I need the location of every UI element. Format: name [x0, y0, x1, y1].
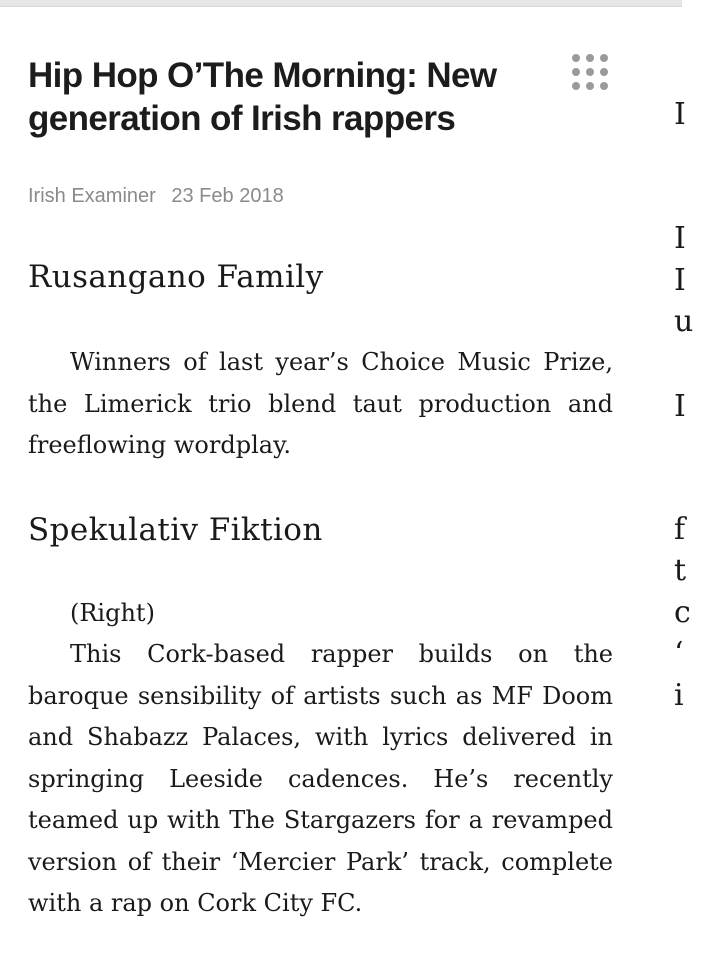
clipped-glyph: c: [674, 595, 691, 630]
clipped-glyph: i: [674, 678, 684, 713]
section-body-spekulativ-fiktion: This Cork-based rapper builds on the baroque sensibility of artists such as MF Doom and Shabazz Palaces, with lyrics delivered in springing Leeside cadences. He’s recently teamed up with The Stargazers for a revamped version of their ‘Mercier Park’ track, complete with a rap on Cork City FC.: [28, 640, 613, 917]
section-note-right: (Right): [70, 598, 155, 627]
clipped-glyph: t: [674, 553, 687, 588]
clipped-glyph: u: [674, 304, 694, 339]
top-divider: [0, 0, 682, 7]
article-date: 23 Feb 2018: [171, 185, 284, 207]
clipped-glyph: I: [674, 221, 686, 256]
clipped-glyph: ‘: [674, 636, 684, 671]
article-meta: [28, 184, 613, 208]
clipped-glyph: f: [674, 512, 686, 547]
section-title-spekulativ-fiktion: Spekulativ Fiktion: [28, 511, 323, 548]
article: [28, 48, 613, 925]
article-headline: Hip Hop O’The Morning: New generation of Irish rappers: [28, 56, 497, 138]
article-source[interactable]: Irish Examiner: [28, 185, 156, 207]
clipped-glyph: I: [674, 263, 686, 298]
clipped-glyph: I: [674, 389, 686, 424]
section-title-rusangano-family: Rusangano Family: [28, 259, 324, 295]
section-body-rusangano-family: Winners of last year’s Choice Music Prize, the Limerick trio blend taut production and freeflowing wordplay.: [28, 348, 613, 459]
next-page-column-edge: [666, 0, 706, 960]
clipped-glyph: I: [674, 97, 686, 132]
